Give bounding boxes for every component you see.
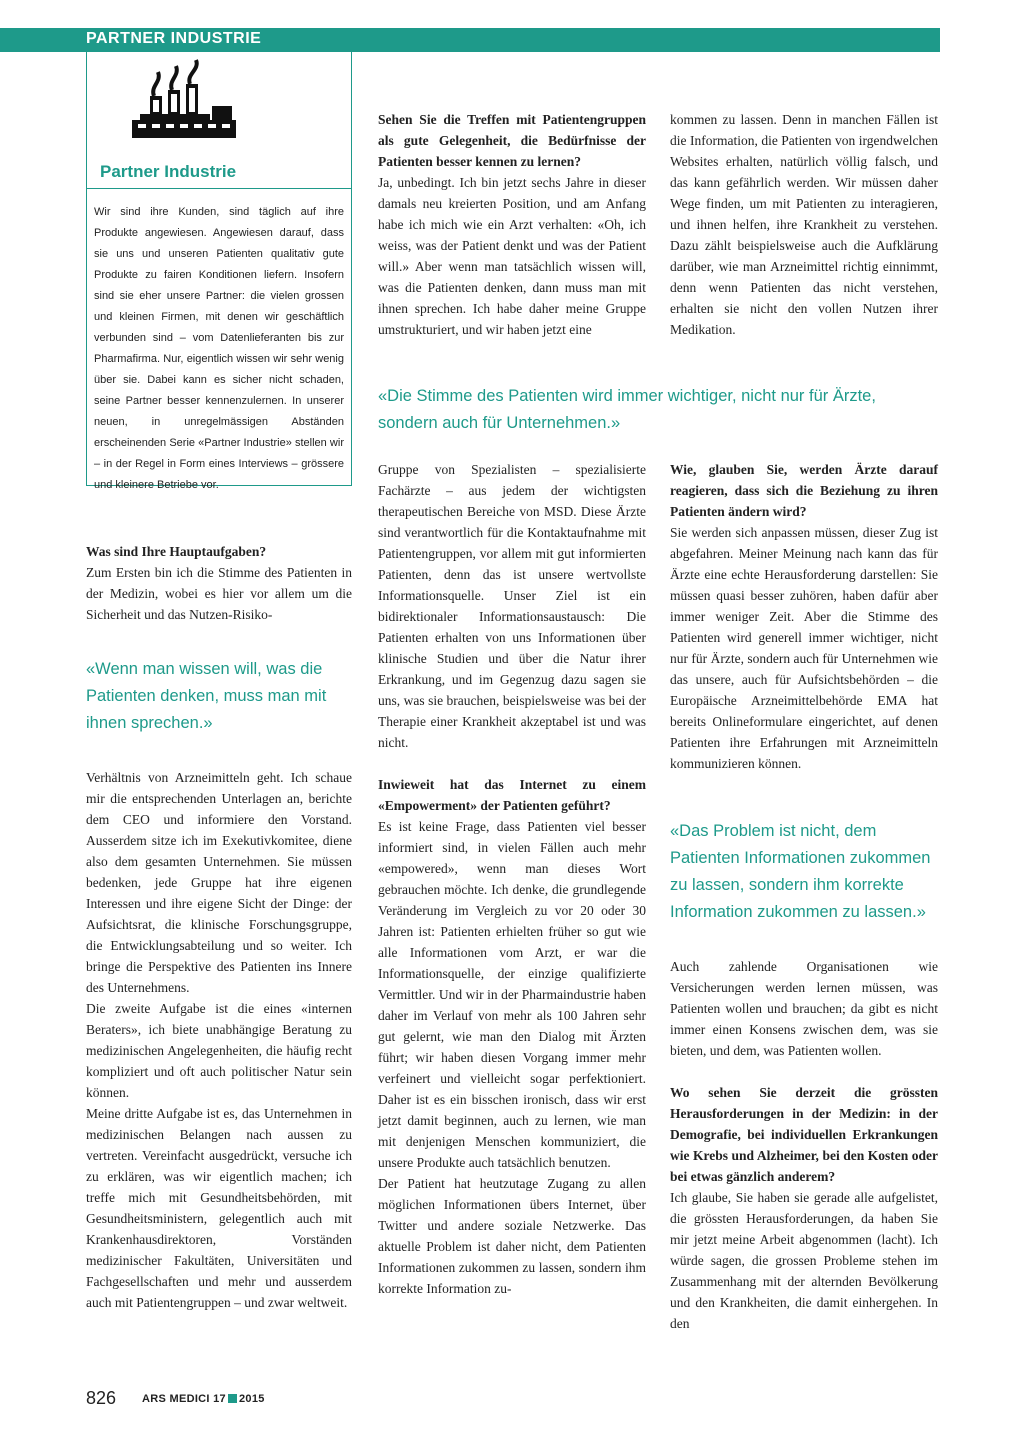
- col3-bottom-b: [670, 956, 938, 1334]
- answer-3a: Es ist keine Frage, dass Patienten viel besser informiert sind, in vielen Fällen auch mehr «empowered», wenn man dieses Wort gebrauchen möchte. Ich denke, die grundlegende Veränderung im Vergleich zu vor 20 oder 30 Jahren ist: Patienten erhielten früher so gut wie alle Informationen vom Arzt, er war die Informationsquelle, der einzige qualifizierte Vermittler. Und wir in der Pharmaindustrie haben daher im Verlauf von mehr als 100 Jahren sehr gut gelernt, wie man den Dialog mit Ärzten führt; wir haben diesen Vorgang immer mehr verfeinert und vielleicht sogar perfektioniert. Daher ist es ein bisschen ironisch, dass wir erst jetzt damit beginnen, auch zu lernen, wie man mit denjenigen Menschen kommuniziert, die unsere Produkte auch tatsächlich benutzen.: [378, 819, 646, 1170]
- col2-top: [378, 109, 646, 340]
- answer-3-top: kommen zu lassen. Denn in manchen Fällen ist die Information, die Patienten von irgendwelchen Websites erhalten, natürlich völlig falsch, und das kann gefährlich werden. Wir müssen daher Wege finden, um mit Patienten zu interagieren, und ihnen helfen, ihre Krankheit zu verstehen. Dazu zählt beispielsweise auch die Aufklärung darüber, wie man Arzneimittel richtig einnimmt, denn wenn Patienten das nicht verstehen, erhalten sie nicht den vollen Nutzen ihrer Medikation.: [670, 112, 938, 337]
- square-icon: [228, 1394, 237, 1403]
- question-4: Wie, glauben Sie, werden Ärzte darauf reagieren, dass sich die Beziehung zu ihren Patienten ändern wird?: [670, 462, 938, 519]
- answer-1d: Meine dritte Aufgabe ist es, das Unternehmen in medizinischen Belangen nach aussen zu vertreten. Vereinfacht ausgedrückt, versuche ich zu erklären, was wir eigentlich machen; ich treffe mich mit Gesundheitsbehörden, mit Gesundheitsministern, gelegentlich auch mit Krankenhausdirektoren, Vorständen medizinischer Fakultäten, Universitäten und Fachgesellschaften und mehr und ausserdem auch mit Patientengruppen – und zwar weltweit.: [86, 1106, 352, 1310]
- question-1: Was sind Ihre Hauptaufgaben?: [86, 544, 267, 559]
- pull-quote-1: «Wenn man wissen will, was die Patienten denken, muss man mit ihnen sprechen.»: [86, 660, 327, 732]
- pull-quote-3: «Das Problem ist nicht, dem Patienten Informationen zukommen zu lassen, sondern ihm korrekte Information zukommen zu lassen.»: [670, 822, 931, 921]
- page-number: 826: [86, 1388, 117, 1408]
- magazine-footer: [142, 1393, 265, 1405]
- intro-heading: Partner Industrie: [100, 162, 237, 181]
- magazine-name: ARS MEDICI 17: [142, 1393, 226, 1405]
- answer-2b: Gruppe von Spezialisten – spezialisierte Fachärzte – aus jedem der wichtigsten therapeutischen Bereiche von MSD. Diese Ärzte sind verantwortlich für die Kontaktaufnahme mit Patientengruppen, vor allem mit gut informierten Patienten, denn das ist unsere wertvollste Informationsquelle. Unser Ziel ist ein bidirektionaler Informationsaustausch: Die Patienten erhalten von uns Informationen über klinische Studien und über die Natur ihrer Erkrankung, und im Gegenzug dazu sagen sie uns, was sie brauchen, beispielsweise was bei der Therapie einer Krankheit akzeptabel ist und was nicht.: [378, 462, 646, 750]
- answer-1c: Die zweite Aufgabe ist die eines «internen Beraters», ich biete unabhängige Beratung zu medizinischen Angelegenheiten, die häufig recht kompliziert und oft auch politischer Natur sein können.: [86, 1001, 352, 1100]
- col3-bottom-a: [670, 459, 938, 774]
- answer-1b: Verhältnis von Arzneimitteln geht. Ich schaue mir die entsprechenden Unterlagen an, berichte dem CEO und informiere den Vorstand. Ausserdem sitze ich im Exekutivkomitee, diene also dem gesamten Unternehmen. Sie müssen bedenken, jede Gruppe hat ihre eigenen Interessen und ihre eigene Sicht der Dinge: der Aufsichtsrat, die klinische Forschungsgruppe, die Entwicklungsabteilung und so weiter. Ich bringe die Perspektive des Patienten ins Innere des Unternehmens.: [86, 770, 352, 995]
- magazine-year: 2015: [238, 1393, 265, 1405]
- col1-top: [86, 541, 352, 625]
- answer-3b: Der Patient hat heutzutage Zugang zu allen möglichen Informationen übers Internet, über Twitter und andere soziale Netzwerke. Das aktuelle Problem ist daher nicht, dem Patienten Informationen zukommen zu lassen, sondern ihm korrekte Information zu-: [378, 1176, 646, 1296]
- answer-5: Ich glaube, Sie haben sie gerade alle aufgelistet, die grössten Herausforderungen, da haben Sie mir jetzt meine Arbeit abgenommen (lacht). Ich würde sagen, die grossen Probleme stehen im Zusammenhang mit der alternden Bevölkerung und den Krankheiten, die damit einhergehen. In den: [670, 1190, 938, 1331]
- col1-bottom: [86, 767, 352, 1313]
- question-2: Sehen Sie die Treffen mit Patientengruppen als gute Gelegenheit, die Bedürfnisse der Patienten besser kennen zu lernen?: [378, 112, 646, 169]
- factory-icon: [128, 56, 240, 142]
- intro-divider: [86, 188, 352, 189]
- answer-2: Ja, unbedingt. Ich bin jetzt sechs Jahre in dieser damals neu kreierten Position, und am Anfang habe ich mich wie ein Arzt verhalten: «Oh, ich weiss, was der Patient denkt und was der Patient will.» Aber wenn man tatsächlich wissen will, was die Patienten denken, dann muss man mit ihnen sprechen. Ich habe daher meine Gruppe umstrukturiert, und wir haben jetzt eine: [378, 175, 646, 337]
- col2-bottom: [378, 459, 646, 1299]
- pull-quote-2: «Die Stimme des Patienten wird immer wichtiger, nicht nur für Ärzte, sondern auch für Unternehmen.»: [378, 387, 876, 432]
- answer-4: Sie werden sich anpassen müssen, dieser Zug ist abgefahren. Meiner Meinung nach kann das für Ärzte eine echte Herausforderung darstellen: Sie müssen quasi besser zuhören, haben dafür aber immer weniger Zeit. Aber die Stimme des Patienten wird generell immer wichtiger, nicht nur für Ärzte, sondern auch für Unternehmen wie das unsere, auch für Aufsichtsbehörden – die Europäische Arzneimittelbehörde EMA hat bereits Onlineformulare eingerichtet, auf denen Patienten ihre Erfahrungen mit Arzneimitteln kommunizieren können.: [670, 525, 938, 771]
- intro-text: Wir sind ihre Kunden, sind täglich auf ihre Produkte angewiesen. Angewiesen darauf, dass sie uns und unseren Patienten qualitativ gute Produkte zu fairen Konditionen liefern. Insofern sind sie eher unsere Partner: die vielen grossen und kleinen Firmen, mit denen wir geschäftlich verbunden sind – vom Datenlieferanten bis zur Pharmafirma. Nur, eigentlich wissen wir sehr wenig über sie. Dabei kann es sicher nicht schaden, seine Partner besser kennenzulernen. In unserer neuen, in unregelmässigen Abständen erscheinenden Serie «Partner Industrie» stellen wir – in der Regel in Form eines Interviews – grössere und kleinere Betriebe vor.: [94, 206, 344, 491]
- question-5: Wo sehen Sie derzeit die grössten Herausforderungen in der Medizin: in der Demografie, bei individuellen Erkrankungen wie Krebs und Alzheimer, bei den Kosten oder bei etwas gänzlich anderem?: [670, 1085, 938, 1184]
- answer-4b: Auch zahlende Organisationen wie Versicherungen werden lernen müssen, was Patienten wollen und brauchen; da gibt es nicht immer einen Konsens zwischen dem, was sie bieten, und dem, was Patienten wollen.: [670, 959, 938, 1058]
- section-title: PARTNER INDUSTRIE: [86, 30, 262, 47]
- col3-top: [670, 109, 938, 340]
- answer-1: Zum Ersten bin ich die Stimme des Patienten in der Medizin, wobei es hier vor allem um die Sicherheit und das Nutzen-Risiko-: [86, 565, 352, 622]
- question-3: Inwieweit hat das Internet zu einem «Empowerment» der Patienten geführt?: [378, 777, 646, 813]
